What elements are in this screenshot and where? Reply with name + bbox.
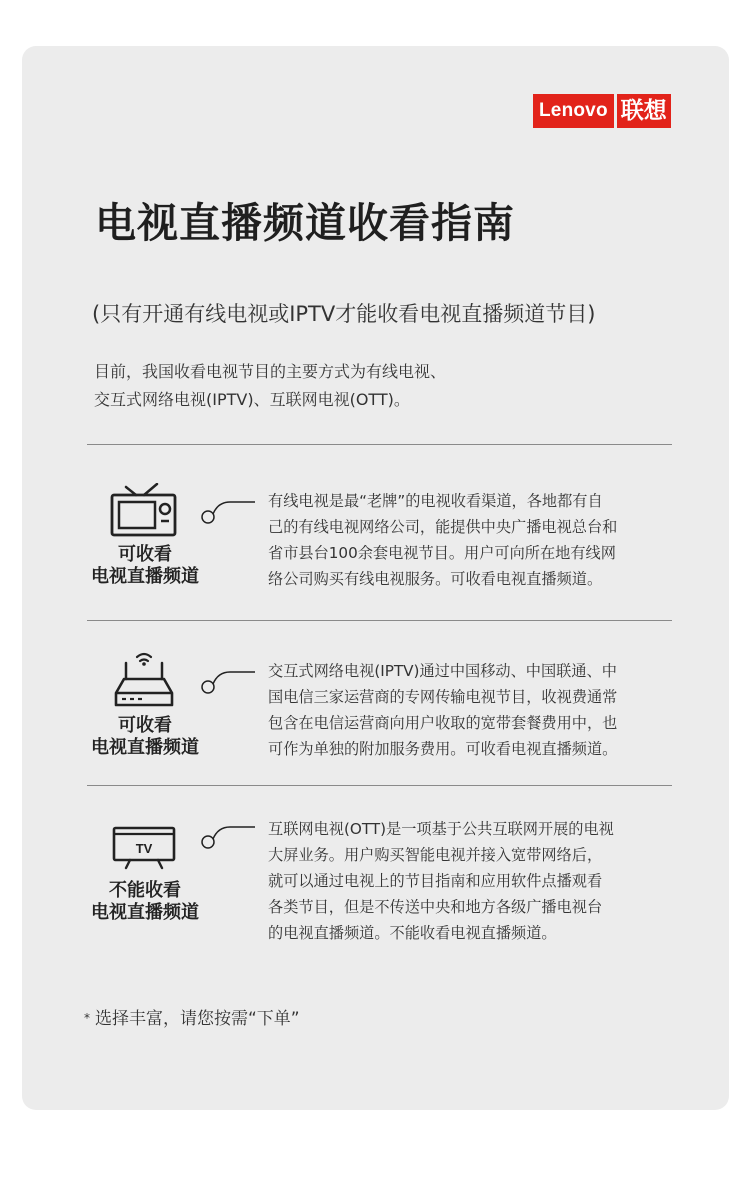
- divider: [87, 785, 672, 786]
- section-caption: [75, 544, 215, 588]
- caption-line: 不能收看: [109, 880, 181, 901]
- description-line: 交互式网络电视(IPTV)通过中国移动、中国联通、中: [268, 662, 617, 680]
- caption-line: 电视直播频道: [91, 902, 199, 923]
- logo-text-cn: 联想: [617, 94, 671, 128]
- intro-line: 目前，我国收看电视节目的主要方式为有线电视、: [94, 362, 447, 381]
- description-line: 省市县台100余套电视节目。用户可向所在地有线网: [268, 544, 616, 562]
- description-line: 己的有线电视网络公司，能提供中央广播电视总台和: [268, 518, 618, 536]
- description-line: 络公司购买有线电视服务。可收看电视直播频道。: [268, 570, 603, 588]
- tv-set-icon: [110, 483, 178, 539]
- smart-tv-icon: [112, 826, 176, 870]
- divider: [87, 620, 672, 621]
- footnote: [84, 1004, 300, 1029]
- description-line: 大屏业务。用户购买智能电视并接入宽带网络后，: [268, 846, 603, 864]
- section-description: [268, 488, 678, 592]
- description-line: 就可以通过电视上的节目指南和应用软件点播观看: [268, 872, 603, 890]
- section-description: [268, 816, 678, 946]
- connector-line-icon: [200, 825, 256, 855]
- logo-text-en: Lenovo: [533, 94, 614, 128]
- description-line: 的电视直播频道。不能收看电视直播频道。: [268, 924, 557, 942]
- caption-line: 可收看: [118, 544, 172, 565]
- footnote-star: *: [84, 1011, 90, 1025]
- description-line: 有线电视是最“老牌”的电视收看渠道，各地都有自: [268, 492, 603, 510]
- lenovo-logo: [533, 94, 671, 128]
- divider: [87, 444, 672, 445]
- connector-line-icon: [200, 500, 256, 530]
- footnote-text: 选择丰富，请您按需“下单”: [95, 1009, 300, 1029]
- intro-paragraph: [94, 358, 446, 414]
- caption-line: 电视直播频道: [91, 737, 199, 758]
- description-line: 国电信三家运营商的专网传输电视节目，收视费通常: [268, 688, 618, 706]
- connector-line-icon: [200, 670, 256, 700]
- section-description: [268, 658, 678, 762]
- caption-line: 电视直播频道: [91, 566, 199, 587]
- caption-line: 可收看: [118, 715, 172, 736]
- tv-label: TV: [135, 841, 153, 856]
- set-top-box-icon: [112, 649, 176, 711]
- section-caption: [75, 715, 215, 759]
- section-caption: [75, 880, 215, 924]
- description-line: 可作为单独的附加服务费用。可收看电视直播频道。: [268, 740, 618, 758]
- page-title: 电视直播频道收看指南: [95, 199, 515, 247]
- intro-line: 交互式网络电视(IPTV)、互联网电视(OTT)。: [94, 390, 410, 409]
- description-line: 各类节目，但是不传送中央和地方各级广播电视台: [268, 898, 603, 916]
- page-subtitle: (只有开通有线电视或IPTV才能收看电视直播频道节目): [92, 302, 596, 326]
- description-line: 互联网电视(OTT)是一项基于公共互联网开展的电视: [268, 820, 614, 838]
- description-line: 包含在电信运营商向用户收取的宽带套餐费用中，也: [268, 714, 618, 732]
